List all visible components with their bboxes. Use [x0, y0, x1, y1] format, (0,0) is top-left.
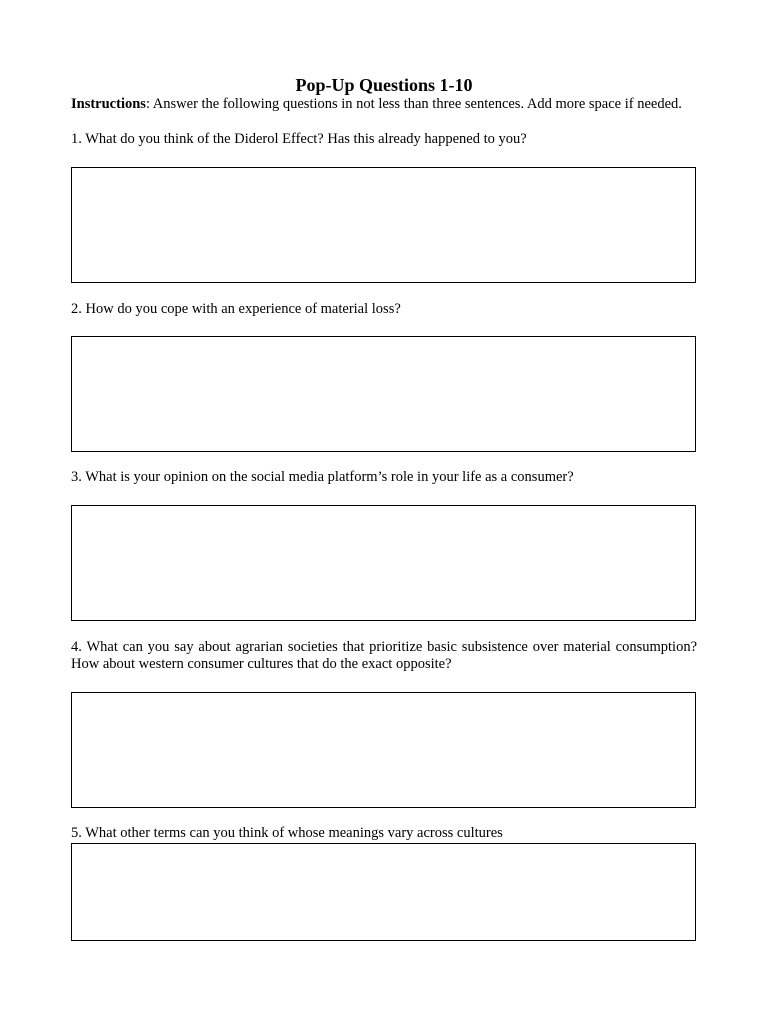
instructions-text: : Answer the following questions in not less than three sentences. Add more space if needed.: [145, 96, 682, 112]
answer-box-4[interactable]: [71, 692, 696, 808]
instructions: [71, 96, 697, 113]
question-3: 3. What is your opinion on the social media platform’s role in your life as a consumer?: [71, 469, 574, 485]
instructions-label: Instructions: [71, 96, 146, 112]
answer-box-1[interactable]: [71, 167, 696, 283]
answer-box-5[interactable]: [71, 843, 696, 941]
page-title: Pop-Up Questions 1-10: [295, 75, 473, 95]
question-1: 1. What do you think of the Diderol Effect? Has this already happened to you?: [71, 131, 527, 147]
question-2: 2. How do you cope with an experience of material loss?: [71, 301, 401, 317]
question-5: 5. What other terms can you think of whose meanings vary across cultures: [71, 825, 503, 841]
answer-box-2[interactable]: [71, 336, 696, 452]
question-4: 4. What can you say about agrarian societies that prioritize basic subsistence over material consumption? How about western consumer cultures that do the exact opposite?: [71, 639, 697, 672]
answer-box-3[interactable]: [71, 505, 696, 621]
